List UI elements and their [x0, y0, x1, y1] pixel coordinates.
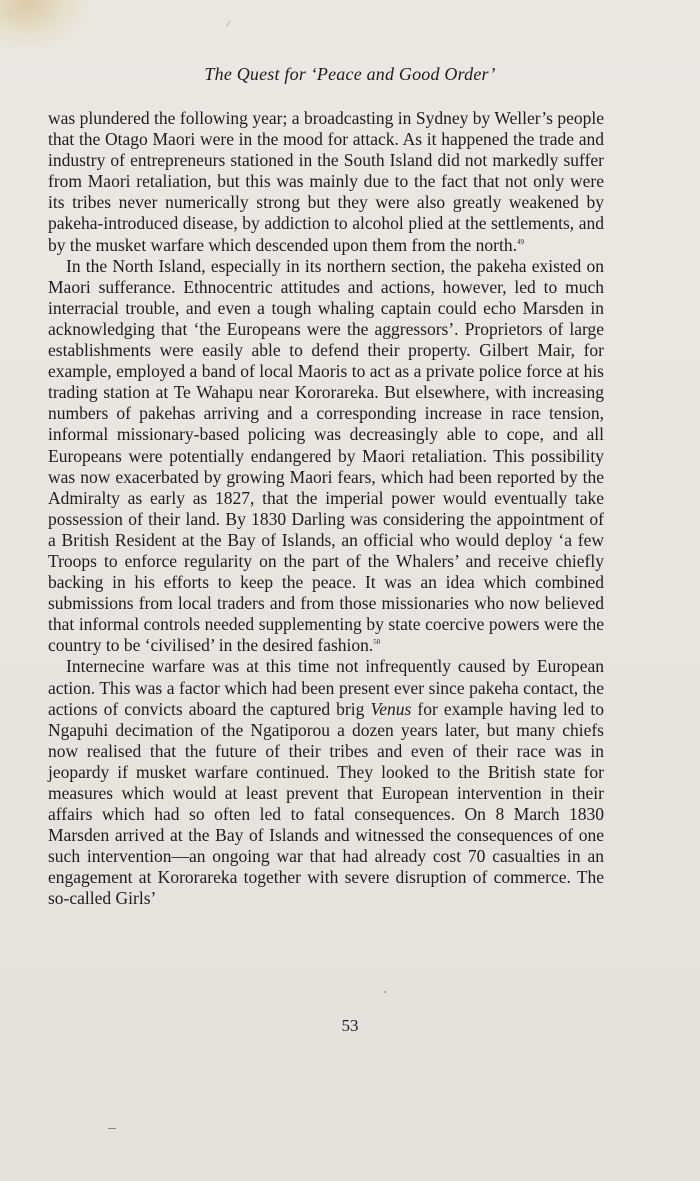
body-text	[48, 108, 604, 910]
paragraph-3	[48, 656, 604, 909]
paper-stain	[0, 0, 90, 50]
running-head: The Quest for ‘Peace and Good Order’	[204, 64, 496, 84]
paragraph-2-text: In the North Island, especially in its northern section, the pakeha existed on Maori sufferance. Ethnocentric attitudes and actions, however, led to much interracial trouble, and even a tough whaling captain could echo Marsden in acknowledging that ‘the Europeans were the aggressors’. Proprietors of large establishments were easily able to defend their property. Gilbert Mair, for example, employed a band of local Maoris to act as a private police force at his trading station at Te Wahapu near Kororareka. But elsewhere, with increasing numbers of pakehas arriving and a corresponding increase in race tension, informal missionary-based policing was decreasingly able to cope, and all Europeans were potentially endangered by Maori retaliation. This possibility was now exacerbated by growing Maori fears, which had been reported by the Admiralty as early as 1827, that the imperial power would eventually take possession of their land. By 1830 Darling was considering the appointment of a British Resident at the Bay of Islands, an official who would deploy ‘a few Troops to enforce regularity on the part of the Whalers’ and receive chiefly backing in his efforts to keep the peace. It was an idea which combined submissions from local traders and from those missionaries who now believed that informal controls needed supplementing by state coercive powers were the country to be ‘civilised’ in the desired fashion.	[48, 255, 604, 656]
paper-speck	[384, 991, 386, 993]
page-number: 53	[341, 1016, 359, 1035]
footnote-marker-50: 50	[373, 638, 381, 647]
paragraph-2	[48, 256, 604, 657]
paragraph-1	[48, 108, 604, 256]
paragraph-1-text: was plundered the following year; a broadcasting in Sydney by Weller’s people that the Otago Maori were in the mood for attack. As it happened the trade and industry of entrepreneurs stationed in the South Island did not markedly suffer from Maori retaliation, but this was mainly due to the fact that not only were its tribes never numerically strong but they were also greatly weakened by pakeha-introduced disease, by addiction to alcohol plied at the settlements, and by the musket warfare which descended upon them from the north.	[48, 108, 604, 255]
ship-name-italic: Venus	[370, 698, 412, 719]
footnote-marker-49: 49	[516, 237, 524, 246]
paper-mark	[226, 20, 231, 26]
paragraph-3-text-a: Internecine warfare was at this time not infrequently caused by European action. This was a factor which had been present ever since pakeha contact, the actions of convicts aboard the captured brig	[48, 656, 604, 719]
paper-mark-bottom	[108, 1128, 116, 1129]
paragraph-3-text-b: for example having led to Ngapuhi decimation of the Ngatiporou a dozen years later, but many chiefs now realised that the future of their tribes and even of their race was in jeopardy if musket warfare continued. They looked to the British state for measures which would at least prevent that European intervention in their affairs which had so often led to fatal consequences. On 8 March 1830 Marsden arrived at the Bay of Islands and witnessed the consequences of one such intervention—an ongoing war that had already cost 70 casualties in an engagement at Kororareka together with severe disruption of commerce. The so-called Girls’	[48, 698, 605, 909]
